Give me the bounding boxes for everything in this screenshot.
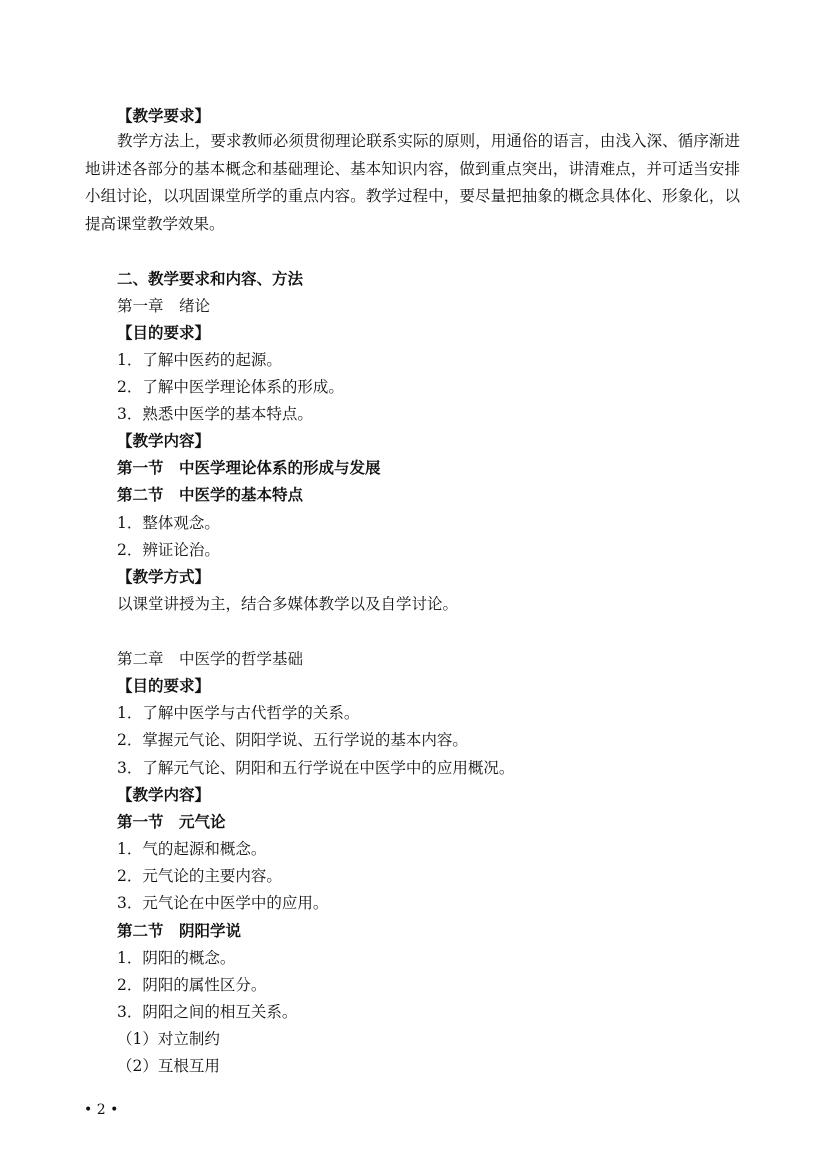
teaching-requirements-paragraph: 教学方法上，要求教师必须贯彻理论联系实际的原则，用通俗的语言，由浅入深、循序渐进地讲述各部分的基本概念和基础理论、基本知识内容，做到重点突出，讲清难点，并可适当安排小组讨论，以巩固课堂所学的重点内容。教学过程中，要尽量把抽象的概念具体化、形象化，以提高课堂教学效果。 [85, 132, 740, 233]
chapter-1-section-2-item-2: 2．辨证论治。 [117, 541, 220, 559]
chapter-1-method-text: 以课堂讲授为主，结合多媒体教学以及自学讨论。 [117, 595, 459, 613]
chapter-2-section-2-subitem-1: （1）对立制约 [117, 1030, 220, 1048]
chapter-2-section-2-item-3: 3．阴阳之间的相互关系。 [117, 1003, 298, 1021]
chapter-1-objective-2: 2．了解中医学理论体系的形成。 [117, 378, 344, 396]
chapter-2-section-2-subitem-2: （2）互根互用 [117, 1057, 220, 1075]
chapter-2-objectives-heading: 【目的要求】 [117, 676, 211, 695]
chapter-2-section-2: 第二节 阴阳学说 [117, 921, 242, 940]
chapter-2-section-2-item-1: 1．阴阳的概念。 [117, 949, 236, 967]
chapter-2-section-1-item-2: 2．元气论的主要内容。 [117, 867, 282, 885]
chapter-1-section-2-item-1: 1．整体观念。 [117, 514, 220, 532]
chapter-2-section-1-item-1: 1．气的起源和概念。 [117, 840, 267, 858]
chapter-2-objective-3: 3．了解元气论、阴阳和五行学说在中医学中的应用概况。 [117, 759, 515, 777]
chapter-1-objective-3: 3．熟悉中医学的基本特点。 [117, 405, 313, 423]
page-number: • 2 • [84, 1102, 119, 1118]
part-two-heading: 二、教学要求和内容、方法 [117, 269, 304, 288]
chapter-2-section-1-item-3: 3．元气论在中医学中的应用。 [117, 894, 329, 912]
chapter-1-title: 第一章 绪论 [117, 297, 211, 315]
chapter-1-objective-1: 1．了解中医药的起源。 [117, 351, 282, 369]
chapter-1-method-heading: 【教学方式】 [117, 567, 211, 586]
chapter-2-content-heading: 【教学内容】 [117, 785, 211, 804]
teaching-requirements-heading: 【教学要求】 [117, 106, 211, 125]
chapter-1-objectives-heading: 【目的要求】 [117, 323, 211, 342]
chapter-1-section-2: 第二节 中医学的基本特点 [117, 485, 304, 504]
chapter-2-section-1: 第一节 元气论 [117, 812, 226, 831]
chapter-2-section-2-item-2: 2．阴阳的属性区分。 [117, 976, 267, 994]
chapter-2-title: 第二章 中医学的哲学基础 [117, 650, 304, 668]
chapter-1-section-1: 第一节 中医学理论体系的形成与发展 [117, 458, 381, 477]
chapter-2-objective-2: 2．掌握元气论、阴阳学说、五行学说的基本内容。 [117, 731, 468, 749]
chapter-2-objective-1: 1．了解中医学与古代哲学的关系。 [117, 704, 360, 722]
chapter-1-content-heading: 【教学内容】 [117, 431, 211, 450]
